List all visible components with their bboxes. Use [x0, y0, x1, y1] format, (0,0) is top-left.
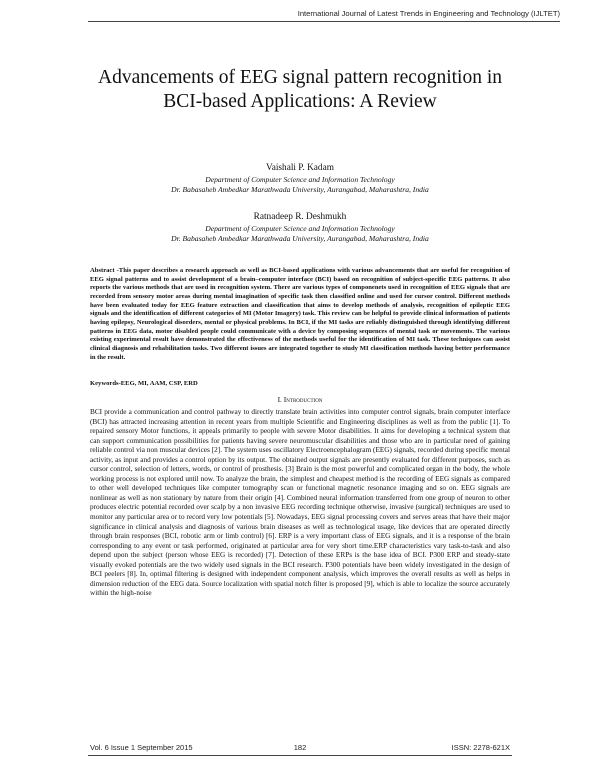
author-name: Vaishali P. Kadam [266, 163, 334, 173]
footer-volume: Vol. 6 Issue 1 September 2015 [90, 743, 193, 752]
footer-issn: ISSN: 2278-621X [451, 743, 510, 752]
journal-header: International Journal of Latest Trends in Engineering and Technology (IJLTET) [297, 9, 560, 18]
author-department: Department of Computer Science and Information Technology [205, 175, 395, 184]
author-name: Ratnadeep R. Deshmukh [253, 212, 347, 222]
section-heading: I. Introduction [277, 395, 323, 404]
abstract: Abstract -This paper describes a research approach as well as BCI-based applications with various advancements that are useful for recognition of EEG signal patterns and to assist development of a brain–computer interface (BCI) based on recognition of subject-specific EEG patterns. It also reports the various methods that are used in recognition system. There are various types of componenets used in recognition of EEG signals that are recorded from sensory motor areas during mental imagination of specific task then classified online and used for cursor control. Different methods have been evaluated today for EEG feature extraction and classification that aims to develop methods of analysis, recognition of epileptic EEG signals and the identification of different categories of MI (Motor Imagery) task. This review can be helpful to provide clinical information of patients having epilepsy, Neurological disorders, mental or physical problems. In BCI, if the MI tasks are reliably distinguished through identifying different patterns in EEG data, motor disabled people could communicate with a device by composing sequences of mental task or movements. The various existing experimental result have demonstrated the effectiveness of the methods useful for the identification of MI task. These techniques can assist clinical diagnosis and rehabilitation tasks. Two different issues are integrated together to study MI classification methods having better performance in the result. [90, 267, 510, 361]
footer-rule [88, 755, 512, 756]
author-department: Department of Computer Science and Information Technology [205, 224, 395, 233]
author-university: Dr. Babasaheb Ambedkar Marathwada University, Aurangabad, Maharashtra, India [171, 234, 429, 243]
author-university: Dr. Babasaheb Ambedkar Marathwada University, Aurangabad, Maharashtra, India [171, 185, 429, 194]
author-block-1 [90, 162, 510, 195]
footer-page-number: 182 [293, 743, 307, 752]
header-rule [88, 21, 560, 22]
paper-title: Advancements of EEG signal pattern recognition in BCI-based Applications: A Review [98, 67, 502, 112]
author-block-2 [90, 211, 510, 244]
keywords: Keywords-EEG, MI, AAM, CSP, ERD [90, 380, 198, 387]
body-text: BCI provide a communication and control pathway to directly translate brain activities into computer control signals, brain computer interface (BCI) has attracted increasing attention in recent years from multiple Scientific and Engineering disciplines as well as from the public [1]. To repaired sensory Motor functions, it appeals primarily to people with severe Motor disabilities. It aims for developing a technical system that can support communication possibilities for patients having severe neuromuscular disabilities and those who are in particular need of gaining reliable control via non muscular devices [2]. The system uses oscillatory Electroencephalogram (EEG) signals, recorded during specific mental activity, as input and provides a control option by its output. The obtained output signals are presently evaluated for different purposes, such as cursor control, selection of letters, words, or control of prosthesis. [3] Brain is the most powerful and complicated organ in the body, the whole working process is not explored until now. To analyze the brain, the simplest and cheapest method is the recording of EEG signals as compared to other well developed techniques like computer tomography scan or functional magnetic resonance imaging and so on. EEG signals are nonlinear as well as non stationary by nature from their origin [4]. Combined neural information transferred from one group of neuron to other produces electric potential recorded over scalp by a non invasive EEG recording technique otherwise, invasive (surgical) techniques are used to monitor any particular area or to record very low potentials [5]. Nowadays, EEG signal processing covers and serves areas that have their major significance in clinical analysis and diagnosis of various brain diseases as well as technological usage, like devices that are operated directly through brain responses (BCI, robotic arm or limb control) [6]. ERP is a very important class of EEG signals, and it is a response of the brain corresponding to any event or task performed, originated at particular area for very short time.ERP characteristics vary task-to-task and also depend upon the subject (person whose EEG is recorded) [7]. Detection of these ERPs is the base idea of BCI. P300 ERP and steady-state visually evoked potentials are the two widely used signals in the BCI research. P300 potentials have been widely investigated in the design of BCI peelers [8]. In, optimal filtering is designed with independent component analysis, which improves the overall results as well as helps in dimension reduction of the EEG data. Source localization with spatial notch filter is proposed [9], which is able to localize the source accurately within the high-noise [90, 408, 510, 598]
